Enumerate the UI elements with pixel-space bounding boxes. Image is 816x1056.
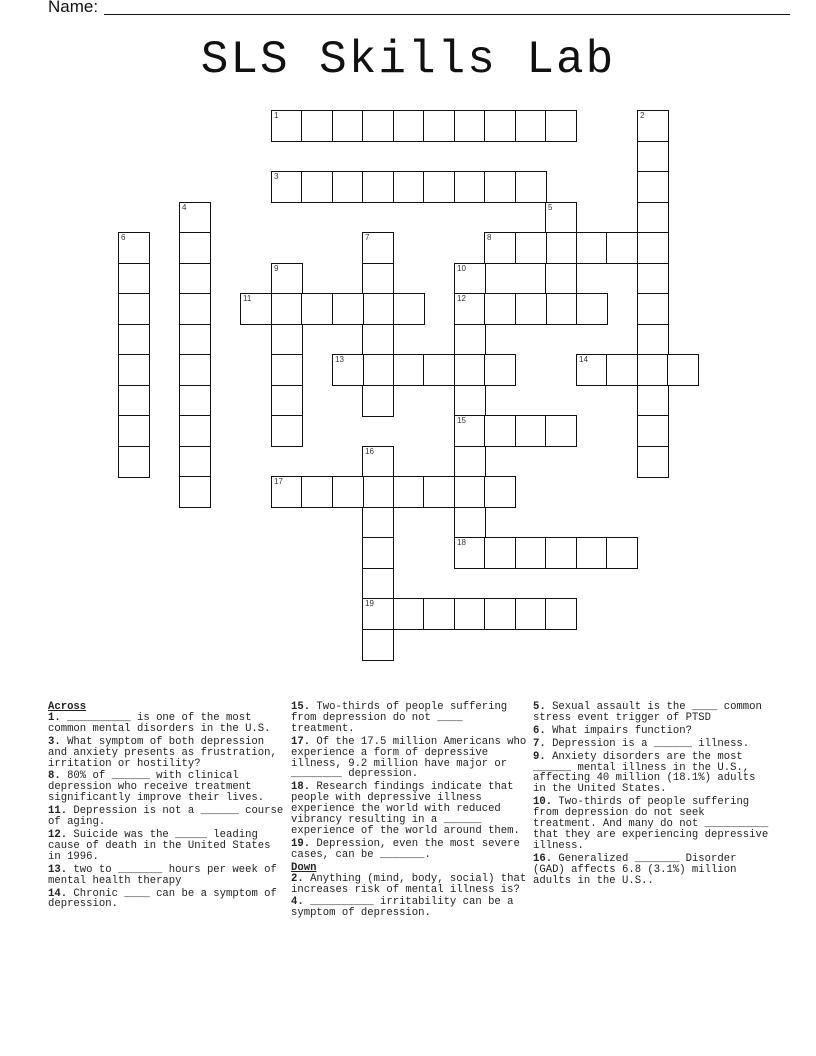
clue-label: 6.	[533, 724, 546, 737]
grid-cell[interactable]	[271, 385, 303, 417]
grid-cell[interactable]	[362, 568, 394, 600]
clues-column-2	[291, 702, 527, 921]
clue	[48, 889, 284, 911]
grid-cell[interactable]	[637, 171, 669, 203]
clue	[533, 854, 771, 887]
grid-cell[interactable]	[362, 110, 394, 142]
clue-text: Generalized _______ Disorder (GAD) affects 6.8 (3.1%) million adults in the U.S..	[533, 852, 737, 887]
grid-cell[interactable]	[545, 232, 577, 264]
grid-cell[interactable]	[118, 385, 150, 417]
clue-text: Suicide was the _____ leading cause of death in the United States in 1996.	[48, 828, 271, 863]
clue-number: 11	[243, 294, 252, 303]
clue-text: Anything (mind, body, social) that increases risk of mental illness is?	[291, 872, 527, 896]
clue	[48, 737, 284, 770]
grid-cell[interactable]	[271, 263, 303, 295]
grid-cell[interactable]	[484, 476, 516, 508]
grid-cell[interactable]	[484, 354, 516, 386]
down-heading: Down	[291, 861, 317, 874]
down-clue-list-cont	[533, 702, 771, 887]
grid-cell[interactable]	[515, 537, 547, 569]
clue-label: 11.	[48, 805, 68, 818]
clue	[291, 897, 527, 919]
grid-cell[interactable]	[332, 476, 364, 508]
grid-cell[interactable]	[118, 293, 150, 325]
clue-label: 14.	[48, 887, 68, 900]
clues-column-1	[48, 702, 284, 912]
across-clue-list-cont	[291, 702, 527, 861]
clue-number: 19	[365, 599, 374, 608]
grid-cell[interactable]	[576, 354, 608, 386]
clue-number: 3	[274, 172, 279, 181]
grid-cell[interactable]	[606, 232, 638, 264]
grid-cell[interactable]	[637, 415, 669, 447]
clue	[48, 830, 284, 863]
clue-label: 16.	[533, 852, 553, 865]
clue-text: Sexual assault is the ____ common stress event trigger of PTSD	[533, 701, 762, 724]
grid-cell[interactable]	[454, 598, 486, 630]
grid-cell[interactable]	[515, 232, 547, 264]
grid-cell[interactable]	[179, 232, 211, 264]
grid-cell[interactable]	[332, 354, 364, 386]
clue	[291, 839, 527, 861]
grid-cell[interactable]	[484, 293, 516, 325]
grid-cell[interactable]	[484, 415, 516, 447]
grid-cell[interactable]	[362, 354, 394, 386]
grid-cell[interactable]	[637, 293, 669, 325]
grid-cell[interactable]	[301, 171, 333, 203]
grid-cell[interactable]	[362, 629, 394, 661]
grid-cell[interactable]	[271, 476, 303, 508]
clue-text: Depression is not a ______ course of aging.	[48, 805, 284, 829]
clue-text: __________ is one of the most common mental disorders in the U.S.	[48, 711, 271, 735]
clue-number: 16	[365, 447, 374, 456]
grid-cell[interactable]	[454, 476, 486, 508]
grid-cell[interactable]	[637, 232, 669, 264]
clue-text: Two-thirds of people suffering from depression do not seek treatment. And many do not __________ that they are experiencing depressive illness.	[533, 796, 769, 852]
grid-cell[interactable]	[362, 263, 394, 295]
grid-cell[interactable]	[454, 171, 486, 203]
grid-cell[interactable]	[301, 476, 333, 508]
grid-cell[interactable]	[515, 293, 547, 325]
clue-text: two to _______ hours per week of mental health therapy	[48, 863, 277, 887]
grid-cell[interactable]	[179, 324, 211, 356]
grid-cell[interactable]	[179, 354, 211, 386]
clue-label: 12.	[48, 828, 68, 841]
clue-number: 17	[274, 477, 283, 486]
clue-label: 7.	[533, 737, 546, 750]
grid-cell[interactable]	[393, 293, 425, 325]
clue-text: Research findings indicate that people with depressive illness experience the world with reduced vibrancy resulting in a ______ experience of the world around them.	[291, 781, 520, 837]
clue	[48, 713, 284, 735]
clue-text: Chronic ____ can be a symptom of depression.	[48, 887, 277, 911]
clue	[291, 782, 527, 837]
grid-cell[interactable]	[484, 171, 516, 203]
grid-cell[interactable]	[362, 507, 394, 539]
grid-cell[interactable]	[637, 202, 669, 234]
grid-cell[interactable]	[576, 232, 608, 264]
clue-text: __________ irritability can be a symptom of depression.	[291, 896, 514, 920]
grid-cell[interactable]	[362, 171, 394, 203]
grid-cell[interactable]	[454, 415, 486, 447]
clue-label: 4.	[291, 896, 304, 909]
grid-cell[interactable]	[423, 476, 455, 508]
grid-cell[interactable]	[454, 537, 486, 569]
grid-cell[interactable]	[454, 293, 486, 325]
grid-cell[interactable]	[179, 415, 211, 447]
down-clue-list	[291, 874, 527, 920]
grid-cell[interactable]	[545, 598, 577, 630]
grid-cell[interactable]	[393, 354, 425, 386]
grid-cell[interactable]	[362, 446, 394, 478]
clue	[533, 702, 771, 724]
grid-cell[interactable]	[637, 110, 669, 142]
grid-cell[interactable]	[545, 110, 577, 142]
clue-number: 12	[457, 294, 466, 303]
grid-cell[interactable]	[393, 110, 425, 142]
clue	[48, 806, 284, 828]
grid-cell[interactable]	[454, 110, 486, 142]
clue	[533, 726, 771, 737]
grid-cell[interactable]	[545, 202, 577, 234]
clue-text: Two-thirds of people suffering from depression do not ____ treatment.	[291, 701, 508, 735]
grid-cell[interactable]	[454, 385, 486, 417]
clue-text: Depression is a ______ illness.	[545, 737, 750, 750]
grid-cell[interactable]	[362, 385, 394, 417]
grid-cell[interactable]	[332, 110, 364, 142]
grid-cell[interactable]	[606, 354, 638, 386]
clue	[291, 737, 527, 781]
grid-cell[interactable]	[576, 293, 608, 325]
clue-label: 15.	[291, 701, 311, 713]
grid-cell[interactable]	[393, 476, 425, 508]
grid-cell[interactable]	[637, 263, 669, 295]
grid-cell[interactable]	[362, 324, 394, 356]
grid-cell[interactable]	[454, 446, 486, 478]
clue-number: 18	[457, 538, 466, 547]
grid-cell[interactable]	[271, 415, 303, 447]
clue	[48, 771, 284, 804]
grid-cell[interactable]	[545, 263, 577, 295]
page-title: SLS Skills Lab	[200, 34, 616, 86]
clue-number: 4	[182, 203, 187, 212]
grid-cell[interactable]	[301, 110, 333, 142]
grid-cell[interactable]	[179, 263, 211, 295]
grid-cell[interactable]	[484, 598, 516, 630]
grid-cell[interactable]	[118, 263, 150, 295]
clue-label: 1.	[48, 711, 61, 724]
clue-text: Depression, even the most severe cases, can be _______.	[291, 837, 520, 861]
grid-cell[interactable]	[362, 537, 394, 569]
clue-number: 7	[365, 233, 370, 242]
grid-cell[interactable]	[515, 110, 547, 142]
clue-number: 2	[640, 111, 645, 120]
grid-cell[interactable]	[362, 293, 394, 325]
across-clue-list	[48, 713, 284, 910]
grid-cell[interactable]	[118, 324, 150, 356]
grid-cell[interactable]	[118, 354, 150, 386]
grid-cell[interactable]	[637, 385, 669, 417]
clue	[291, 874, 527, 896]
clue-label: 10.	[533, 796, 553, 809]
clue-label: 13.	[48, 863, 68, 876]
grid-cell[interactable]	[179, 385, 211, 417]
grid-cell[interactable]	[637, 354, 669, 386]
clue-number: 5	[548, 203, 553, 212]
grid-cell[interactable]	[362, 232, 394, 264]
grid-cell[interactable]	[393, 598, 425, 630]
grid-cell[interactable]	[454, 263, 486, 295]
grid-cell[interactable]	[332, 171, 364, 203]
grid-cell[interactable]	[484, 110, 516, 142]
clue	[533, 739, 771, 750]
grid-cell[interactable]	[637, 141, 669, 173]
grid-cell[interactable]	[271, 171, 303, 203]
clue-number: 8	[487, 233, 492, 242]
grid-cell[interactable]	[179, 446, 211, 478]
grid-cell[interactable]	[240, 293, 272, 325]
grid-cell[interactable]	[393, 171, 425, 203]
grid-cell[interactable]	[179, 202, 211, 234]
grid-cell[interactable]	[545, 415, 577, 447]
grid-cell[interactable]	[515, 171, 547, 203]
grid-cell[interactable]	[118, 415, 150, 447]
clue-label: 9.	[533, 750, 546, 763]
grid-cell[interactable]	[271, 293, 303, 325]
clue-text: What symptom of both depression and anxiety presents as frustration, irritation or hostility?	[48, 735, 277, 770]
grid-cell[interactable]	[637, 324, 669, 356]
grid-cell[interactable]	[454, 507, 486, 539]
clue-number: 9	[274, 264, 279, 273]
grid-cell[interactable]	[362, 598, 394, 630]
grid-cell[interactable]	[179, 476, 211, 508]
clue-number: 10	[457, 264, 466, 273]
clue	[533, 752, 771, 796]
grid-cell[interactable]	[484, 537, 516, 569]
grid-cell[interactable]	[179, 293, 211, 325]
grid-cell[interactable]	[515, 415, 547, 447]
clue-text: Anxiety disorders are the most ______ mental illness in the U.S., affecting 40 million (18.1%) adults in the United States.	[533, 750, 756, 796]
across-heading: Across	[48, 701, 87, 713]
grid-cell[interactable]	[423, 354, 455, 386]
clue-text: 80% of ______ with clinical depression who receive treatment significantly improve their lives.	[48, 770, 265, 805]
grid-cell[interactable]	[271, 354, 303, 386]
grid-cell[interactable]	[606, 537, 638, 569]
grid-cell[interactable]	[484, 232, 516, 264]
grid-cell[interactable]	[301, 293, 333, 325]
grid-cell[interactable]	[545, 537, 577, 569]
grid-cell[interactable]	[423, 171, 455, 203]
clue-number: 15	[457, 416, 466, 425]
grid-cell[interactable]	[454, 354, 486, 386]
clue-label: 8.	[48, 770, 61, 783]
clue-label: 5.	[533, 701, 546, 713]
clue-number: 1	[274, 111, 279, 120]
grid-cell[interactable]	[576, 537, 608, 569]
clue-label: 17.	[291, 735, 311, 748]
clue-text: What impairs function?	[545, 724, 692, 737]
name-label: Name:	[48, 0, 99, 16]
grid-cell[interactable]	[637, 446, 669, 478]
clue	[291, 702, 527, 735]
grid-cell[interactable]	[545, 293, 577, 325]
grid-cell[interactable]	[515, 598, 547, 630]
clue-label: 18.	[291, 781, 311, 794]
grid-cell[interactable]	[423, 110, 455, 142]
clue-label: 3.	[48, 735, 61, 748]
clue-label: 2.	[291, 872, 304, 885]
grid-cell[interactable]	[271, 110, 303, 142]
clue-number: 14	[579, 355, 588, 364]
grid-cell[interactable]	[362, 476, 394, 508]
clue	[48, 865, 284, 887]
grid-cell[interactable]	[454, 324, 486, 356]
clues-column-3	[533, 702, 771, 889]
grid-cell[interactable]	[423, 598, 455, 630]
grid-cell[interactable]	[667, 354, 699, 386]
grid-cell[interactable]	[332, 293, 364, 325]
clue-number: 6	[121, 233, 126, 242]
grid-cell[interactable]	[118, 446, 150, 478]
clue-text: Of the 17.5 million Americans who experience a form of depressive illness, 9.2 million have major or ________ depression.	[291, 735, 527, 781]
grid-cell[interactable]	[118, 232, 150, 264]
clue-number: 13	[335, 355, 344, 364]
clue	[533, 797, 771, 852]
grid-cell[interactable]	[271, 324, 303, 356]
clue-label: 19.	[291, 837, 311, 850]
